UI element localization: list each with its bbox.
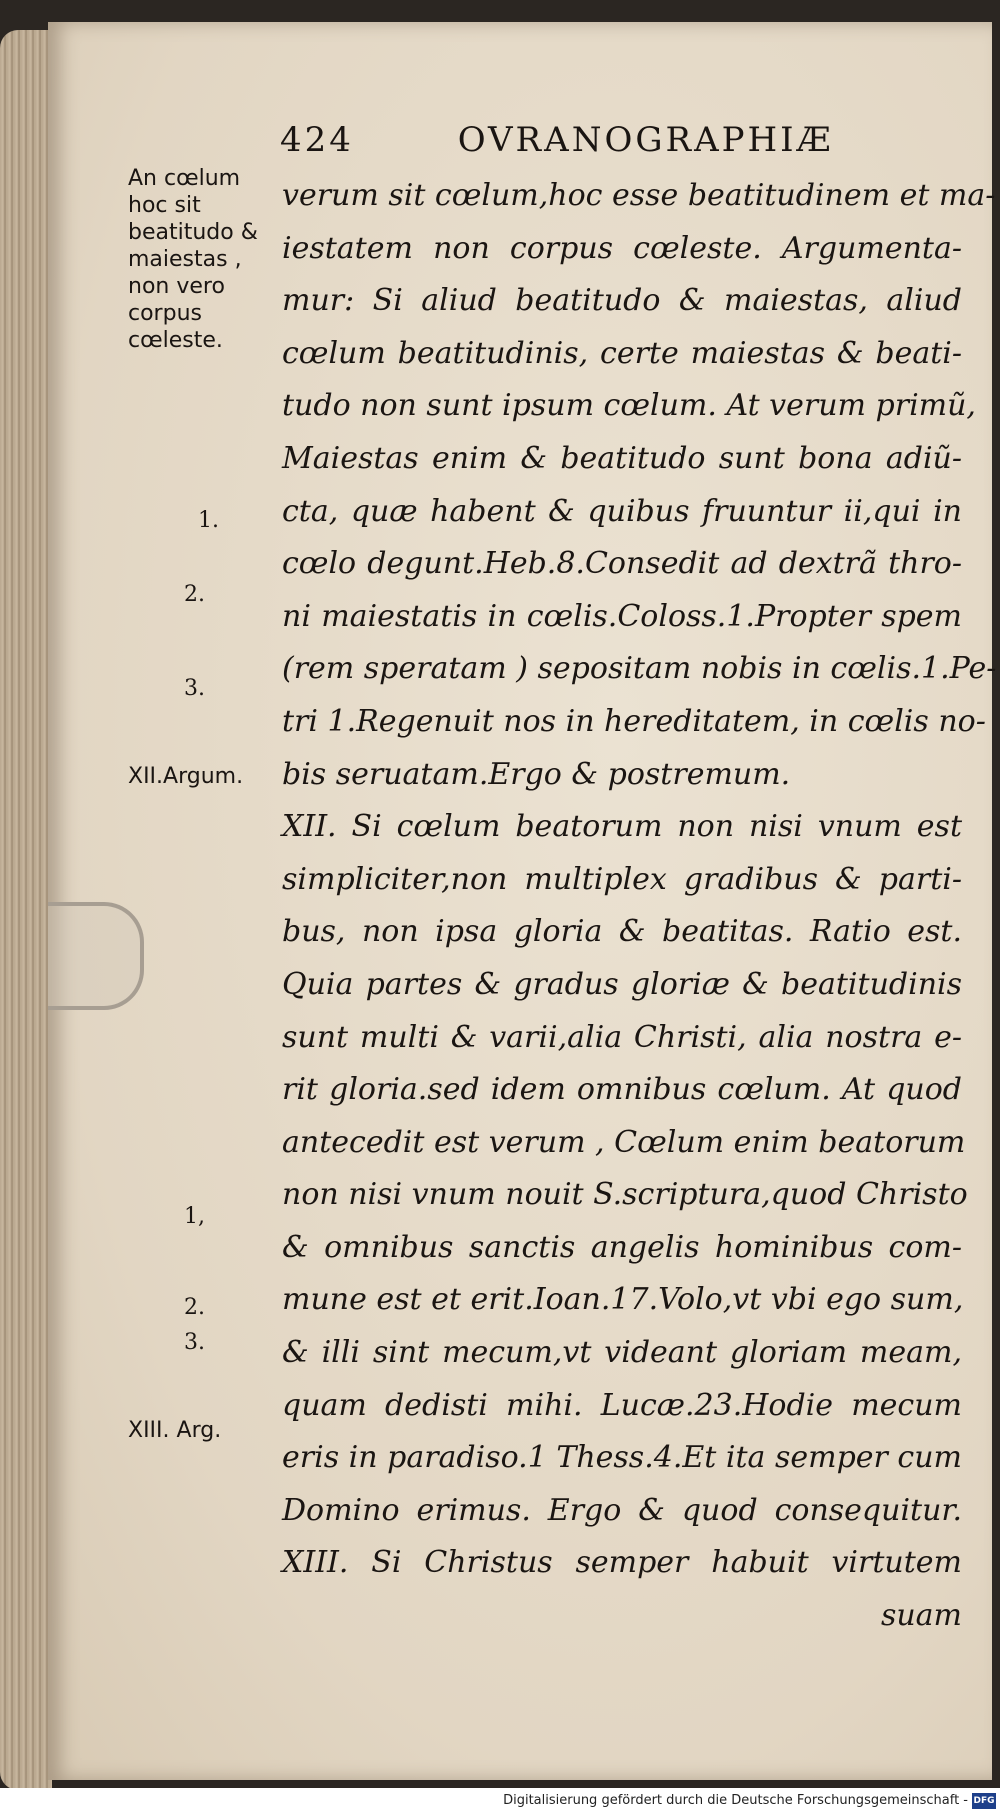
text-line: cœlum beatitudinis, certe maiestas & beati-	[282, 335, 962, 371]
catchword: suam	[880, 1598, 962, 1634]
footer-text: Digitalisierung gefördert durch die Deutsche Forschungsgemeinschaft -	[503, 1793, 968, 1808]
text-line: cta, quæ habent & quibus fruuntur ii,qui in	[282, 493, 962, 529]
margin-number: 3.	[184, 676, 205, 701]
text-line: tudo non sunt ipsum cœlum. At verum primũ,	[282, 388, 976, 424]
page-number: 424	[280, 120, 354, 160]
text-line: rit gloria.sed idem omnibus cœlum. At quod	[282, 1072, 962, 1108]
text-line: bus, non ipsa gloria & beatitas. Ratio est.	[282, 914, 962, 950]
running-head: OVRANOGRAPHIÆ	[457, 120, 834, 160]
margin-note: An cœlum hoc sit beatitudo & maiestas , non vero corpus cœleste.	[128, 166, 258, 353]
text-line: sunt multi & varii,alia Christi, alia nostra e-	[282, 1019, 962, 1055]
margin-number: 1.	[198, 508, 219, 533]
text-line: mune est et erit.Ioan.17.Volo,vt vbi ego sum,	[282, 1282, 964, 1318]
margin-note: XII.Argum.	[128, 764, 244, 789]
text-line: & illi sint mecum,vt videant gloriam meam,	[282, 1335, 962, 1371]
text-line: XII. Si cœlum beatorum non nisi vnum est	[282, 809, 962, 845]
text-line: verum sit cœlum,hoc esse beatitudinem et ma-	[282, 178, 996, 213]
text-line: Maiestas enim & beatitudo sunt bona adiũ-	[282, 440, 962, 476]
text-line: XIII. Si Christus semper habuit virtutem	[282, 1545, 962, 1581]
text-line: quam dedisti mihi. Lucæ.23.Hodie mecum	[282, 1387, 962, 1423]
text-line: antecedit est verum , Cœlum enim beatorum	[282, 1124, 966, 1160]
text-line: cœlo degunt.Heb.8.Consedit ad dextrã thro-	[282, 546, 962, 582]
book-edge	[0, 30, 52, 1790]
page-clip	[48, 902, 144, 1010]
digitization-footer	[0, 1788, 1000, 1814]
text-line: & omnibus sanctis angelis hominibus com-	[282, 1229, 962, 1265]
text-line: ni maiestatis in cœlis.Coloss.1.Propter spem	[282, 598, 962, 634]
margin-number: 3.	[184, 1330, 205, 1355]
text-line: mur: Si aliud beatitudo & maiestas, aliud	[282, 283, 962, 319]
text-line: iestatem non corpus cœleste. Argumenta-	[282, 230, 962, 266]
dfg-logo: DFG	[972, 1793, 996, 1809]
text-line: bis seruatam.Ergo & postremum.	[282, 756, 791, 792]
running-header	[280, 120, 834, 160]
margin-number: 2.	[184, 582, 205, 607]
margin-note: XIII. Arg.	[128, 1418, 222, 1443]
margin-number: 1,	[184, 1204, 205, 1229]
text-line: eris in paradiso.1 Thess.4.Et ita semper cum	[282, 1440, 962, 1476]
text-line: (rem speratam ) sepositam nobis in cœlis.1.Pe-	[282, 651, 997, 687]
text-line: Quia partes & gradus gloriæ & beatitudinis	[282, 966, 962, 1002]
margin-number: 2.	[184, 1295, 205, 1320]
text-line: simpliciter,non multiplex gradibus & parti-	[282, 861, 962, 897]
text-column	[282, 170, 997, 1643]
text-line: non nisi vnum nouit S.scriptura,quod Christo	[282, 1177, 968, 1213]
text-line: Domino erimus. Ergo & quod consequitur.	[282, 1492, 962, 1528]
text-line: tri 1.Regenuit nos in hereditatem, in cœlis no-	[282, 703, 986, 739]
